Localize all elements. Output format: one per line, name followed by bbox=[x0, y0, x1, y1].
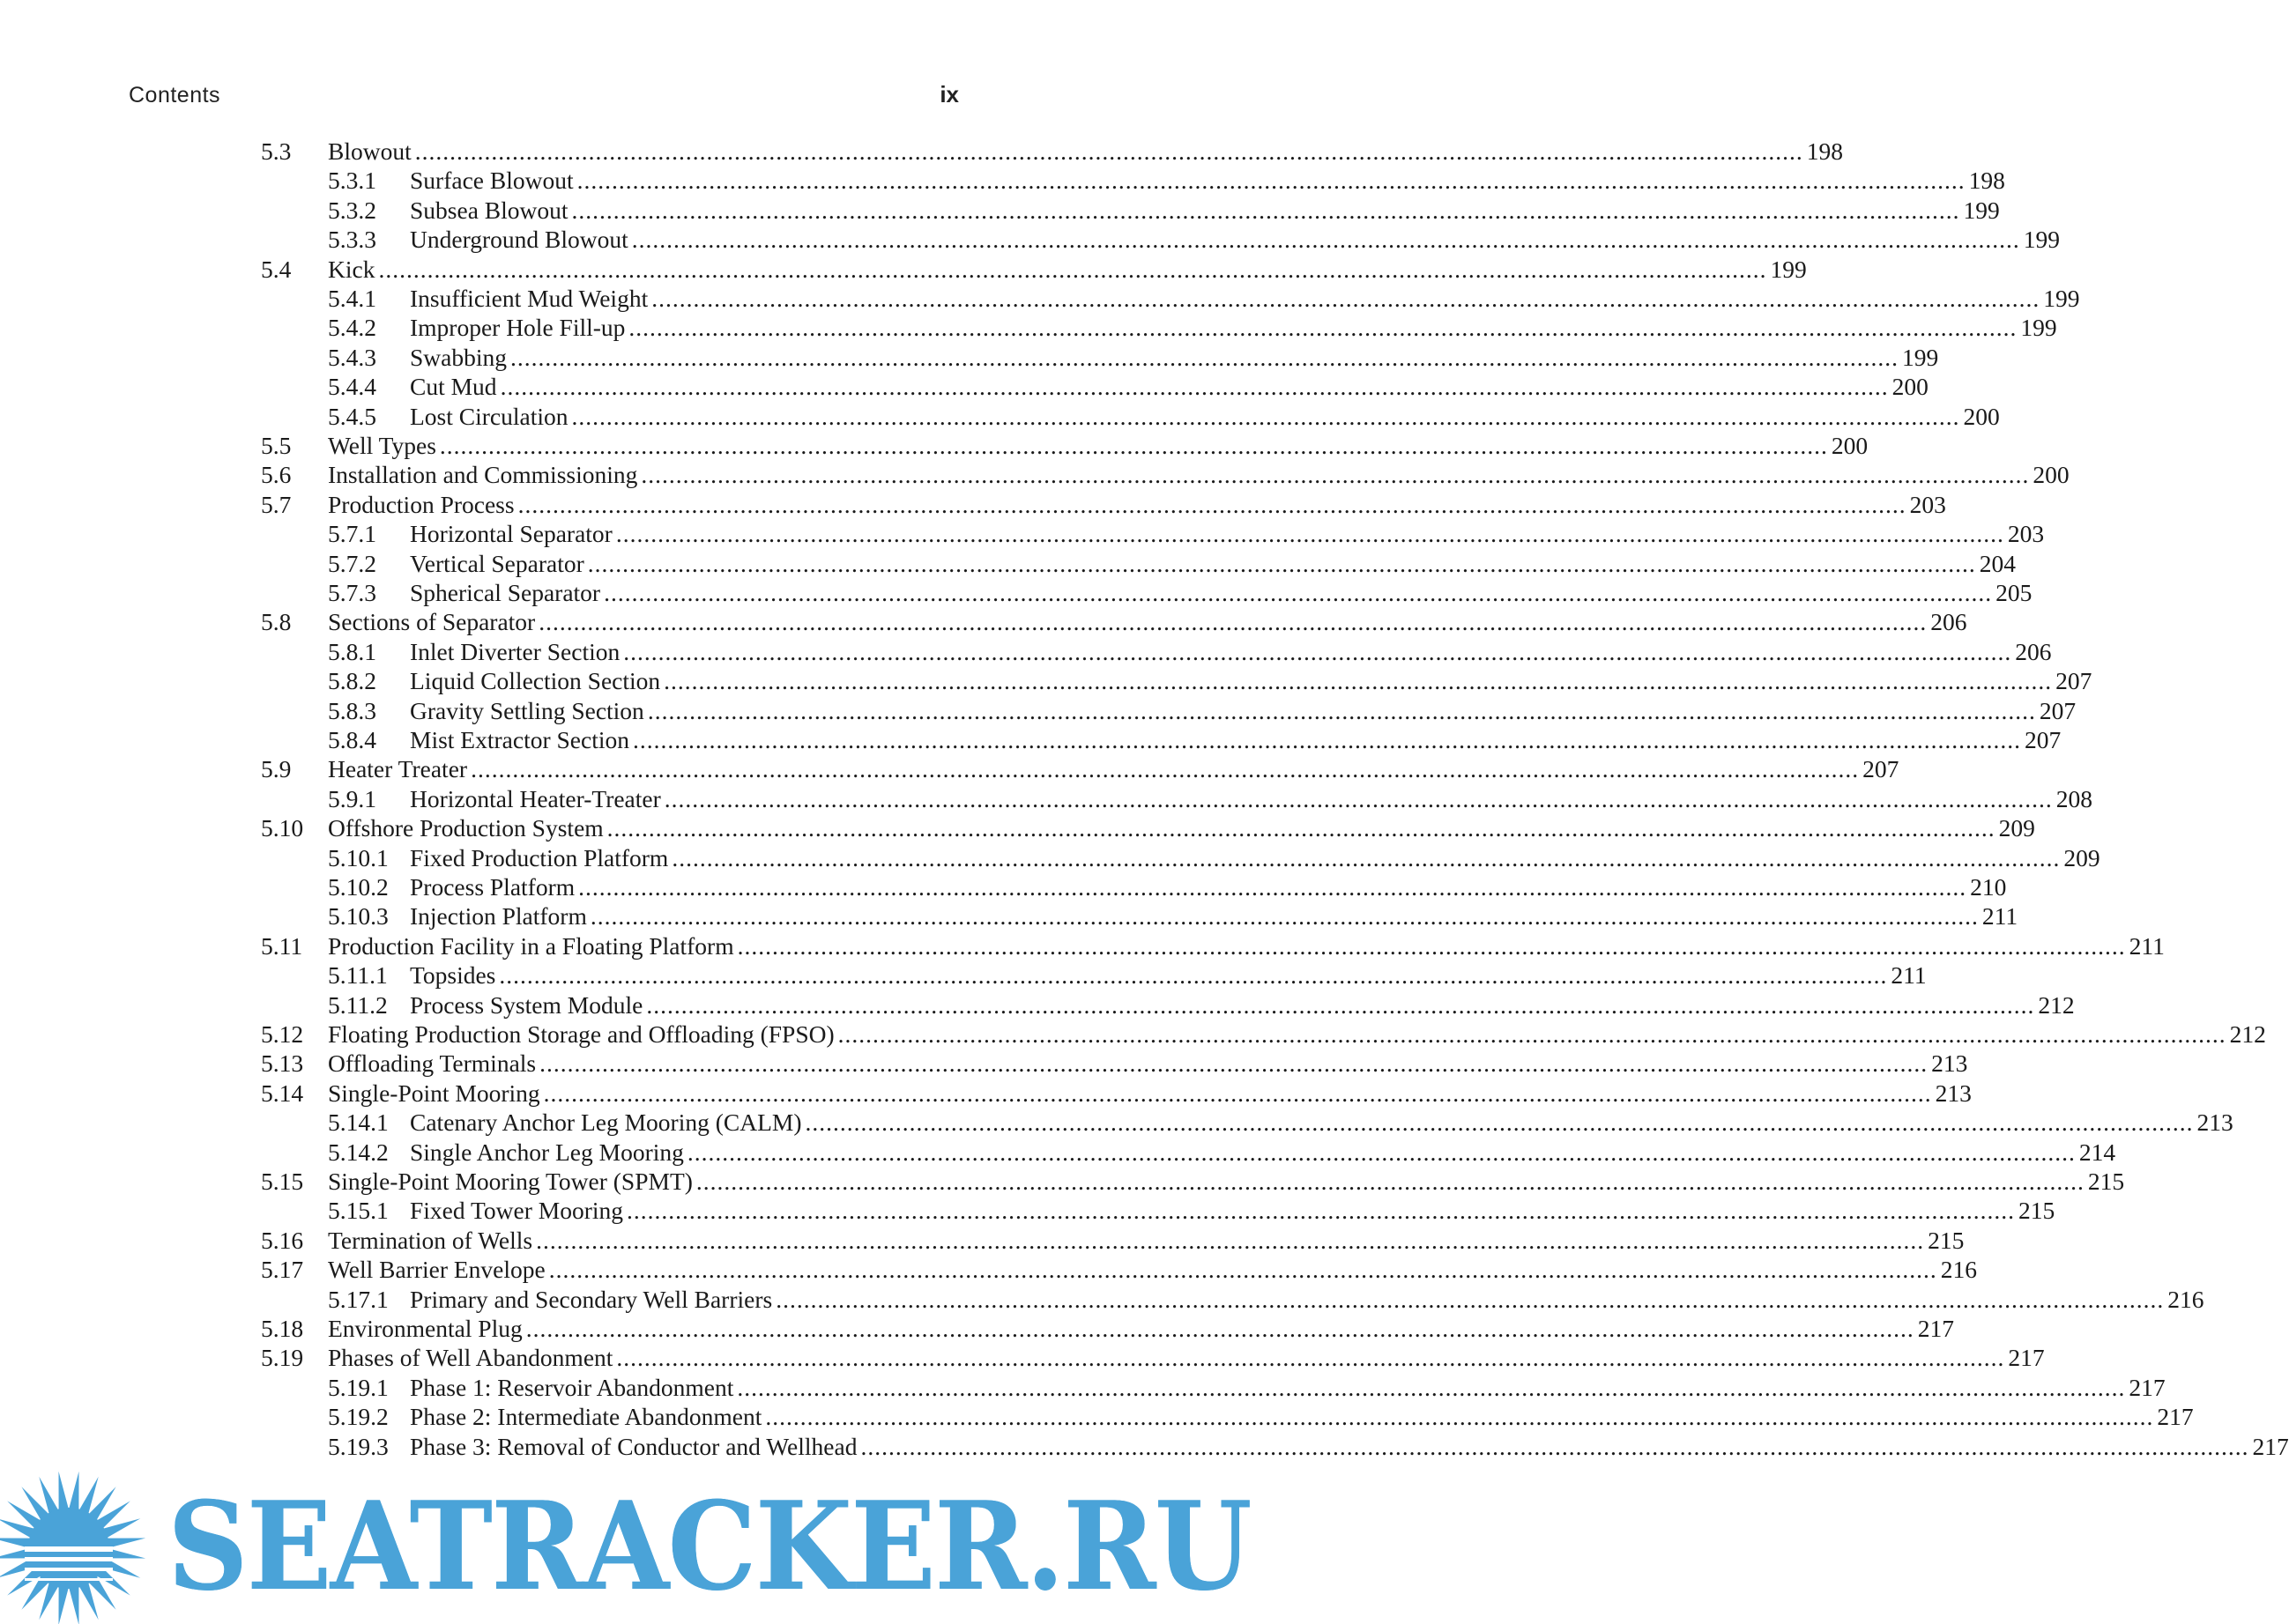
toc-entry-page: 200 bbox=[1831, 432, 1869, 459]
toc-dot-leader: ........................................................................................................................................................................................................ bbox=[606, 814, 1995, 842]
toc-entry-number: 5.4.3 bbox=[328, 343, 376, 371]
toc-dot-leader: ........................................................................................................................................................................................................ bbox=[623, 637, 2012, 665]
toc-entry-number: 5.9.1 bbox=[328, 784, 376, 812]
toc-entry-page: 199 bbox=[1963, 196, 2000, 224]
toc-entry[interactable] bbox=[261, 255, 1807, 284]
toc-entry[interactable] bbox=[328, 1108, 2233, 1137]
toc-entry-number: 5.10 bbox=[261, 814, 304, 842]
toc-entry[interactable] bbox=[328, 901, 2018, 931]
toc-entry-title: Process System Module bbox=[410, 990, 643, 1019]
toc-entry-number: 5.10.2 bbox=[328, 873, 389, 901]
toc-dot-leader: ........................................................................................................................................................................................................ bbox=[439, 432, 1828, 459]
watermark-text: SEATRACKER.RU bbox=[167, 1474, 1251, 1618]
toc-entry-page: 199 bbox=[2043, 285, 2080, 312]
toc-entry-page: 198 bbox=[1968, 167, 2005, 195]
toc-entry-title: Phases of Well Abandonment bbox=[328, 1344, 613, 1372]
toc-dot-leader: ........................................................................................................................................................................................................ bbox=[604, 579, 1993, 606]
toc-entry[interactable] bbox=[328, 1196, 2055, 1225]
toc-entry-title: Offloading Terminals bbox=[328, 1049, 537, 1078]
toc-entry-page: 217 bbox=[2129, 1373, 2166, 1401]
toc-entry-page: 215 bbox=[1928, 1226, 1965, 1254]
toc-entry[interactable] bbox=[261, 754, 1899, 783]
toc-entry-title: Injection Platform bbox=[410, 902, 587, 931]
toc-entry-title: Termination of Wells bbox=[328, 1226, 533, 1254]
toc-entry[interactable] bbox=[328, 990, 2075, 1020]
toc-entry-title: Improper Hole Fill-up bbox=[410, 314, 626, 342]
toc-entry-title: Well Barrier Envelope bbox=[328, 1256, 546, 1284]
sun-horizon-stripe bbox=[25, 1557, 113, 1561]
toc-dot-leader: ........................................................................................................................................................................................................ bbox=[632, 726, 2021, 753]
toc-entry-title: Sections of Separator bbox=[328, 608, 536, 636]
toc-entry[interactable] bbox=[261, 490, 1946, 519]
toc-entry-page: 217 bbox=[1917, 1315, 1954, 1342]
toc-dot-leader: ........................................................................................................................................................................................................ bbox=[536, 1226, 1925, 1254]
toc-entry-number: 5.19 bbox=[261, 1344, 304, 1372]
toc-entry-title: Liquid Collection Section bbox=[410, 667, 661, 695]
toc-entry-page: 207 bbox=[2024, 726, 2062, 753]
toc-entry[interactable] bbox=[261, 931, 2165, 960]
toc-entry-number: 5.15 bbox=[261, 1168, 304, 1195]
toc-entry-title: Inlet Diverter Section bbox=[410, 637, 621, 665]
toc-entry-number: 5.5 bbox=[261, 432, 292, 459]
toc-entry-title: Floating Production Storage and Offloading (FPSO) bbox=[328, 1020, 835, 1048]
toc-entry-number: 5.4.2 bbox=[328, 314, 376, 342]
toc-entry-title: Installation and Commissioning bbox=[328, 461, 638, 489]
toc-entry[interactable] bbox=[328, 1402, 2194, 1431]
toc-dot-leader: ........................................................................................................................................................................................................ bbox=[571, 196, 1960, 224]
toc-entry-number: 5.14.2 bbox=[328, 1138, 389, 1166]
toc-entry-page: 207 bbox=[2055, 667, 2092, 695]
toc-entry[interactable] bbox=[328, 519, 2045, 548]
toc-dot-leader: ........................................................................................................................................................................................................ bbox=[517, 490, 1906, 518]
toc-entry[interactable] bbox=[261, 1343, 2045, 1372]
toc-dot-leader: ........................................................................................................................................................................................................ bbox=[651, 285, 2040, 312]
toc-entry[interactable] bbox=[261, 1020, 2266, 1049]
toc-entry-number: 5.8.3 bbox=[328, 696, 376, 724]
toc-dot-leader: ........................................................................................................................................................................................................ bbox=[576, 167, 1966, 195]
toc-dot-leader: ........................................................................................................................................................................................................ bbox=[578, 873, 1967, 901]
toc-dot-leader: ........................................................................................................................................................................................................ bbox=[471, 755, 1860, 783]
sun-horizon-line bbox=[25, 1546, 113, 1552]
toc-entry-page: 216 bbox=[2167, 1285, 2204, 1313]
toc-entry-number: 5.8.2 bbox=[328, 667, 376, 695]
toc-entry-title: Cut Mud bbox=[410, 373, 497, 401]
toc-entry-page: 206 bbox=[2015, 637, 2052, 665]
toc-entry-page: 209 bbox=[2063, 843, 2100, 871]
toc-entry-number: 5.9 bbox=[261, 755, 292, 783]
toc-entry-page: 208 bbox=[2055, 784, 2093, 812]
toc-entry[interactable] bbox=[261, 431, 1869, 460]
toc-entry-page: 216 bbox=[1940, 1256, 1977, 1284]
toc-entry-title: Phase 1: Reservoir Abandonment bbox=[410, 1373, 734, 1401]
toc-entry-page: 211 bbox=[1891, 961, 1927, 990]
toc-entry-title: Insufficient Mud Weight bbox=[410, 285, 649, 312]
toc-dot-leader: ........................................................................................................................................................................................................ bbox=[539, 608, 1928, 636]
toc-dot-leader: ........................................................................................................................................................................................................ bbox=[805, 1109, 2194, 1137]
toc-entry-title: Fixed Production Platform bbox=[410, 843, 669, 871]
toc-entry-page: 211 bbox=[1981, 902, 2018, 931]
toc-dot-leader: ........................................................................................................................................................................................................ bbox=[587, 549, 1976, 577]
toc-entry[interactable] bbox=[261, 1167, 2125, 1196]
toc-dot-leader: ........................................................................................................................................................................................................ bbox=[525, 1315, 1914, 1342]
toc-entry-title: Subsea Blowout bbox=[410, 196, 569, 224]
toc-entry-number: 5.13 bbox=[261, 1049, 304, 1078]
toc-dot-leader: ........................................................................................................................................................................................................ bbox=[615, 520, 2004, 548]
toc-entry[interactable] bbox=[328, 725, 2062, 754]
toc-dot-leader: ........................................................................................................................................................................................................ bbox=[647, 696, 2036, 724]
toc-entry-title: Heater Treater bbox=[328, 755, 468, 783]
toc-entry-number: 5.15.1 bbox=[328, 1197, 389, 1225]
toc-entry-page: 217 bbox=[2157, 1403, 2194, 1431]
toc-dot-leader: ........................................................................................................................................................................................................ bbox=[860, 1432, 2249, 1460]
toc-entry-number: 5.10.3 bbox=[328, 902, 389, 931]
toc-dot-leader: ........................................................................................................................................................................................................ bbox=[414, 137, 1803, 165]
toc-entry-title: Process Platform bbox=[410, 873, 576, 901]
toc-dot-leader: ........................................................................................................................................................................................................ bbox=[765, 1403, 2154, 1431]
toc-entry-page: 207 bbox=[2039, 696, 2077, 724]
toc-entry-page: 217 bbox=[2008, 1344, 2045, 1372]
toc-entry-title: Kick bbox=[328, 255, 375, 283]
toc-entry-title: Fixed Tower Mooring bbox=[410, 1197, 623, 1225]
toc-entry[interactable] bbox=[328, 784, 2093, 813]
toc-entry-title: Blowout bbox=[328, 137, 412, 165]
toc-entry-number: 5.19.2 bbox=[328, 1403, 389, 1431]
toc-entry[interactable] bbox=[328, 372, 1929, 401]
toc-entry-number: 5.18 bbox=[261, 1315, 304, 1342]
toc-dot-leader: ........................................................................................................................................................................................................ bbox=[510, 343, 1899, 371]
toc-entry-number: 5.7.2 bbox=[328, 549, 376, 577]
toc-entry-title: Horizontal Heater-Treater bbox=[410, 784, 661, 812]
toc-entry[interactable] bbox=[261, 1226, 1965, 1255]
toc-dot-leader: ........................................................................................................................................................................................................ bbox=[628, 314, 2018, 342]
toc-entry[interactable] bbox=[261, 1314, 1954, 1343]
toc-entry-title: Catenary Anchor Leg Mooring (CALM) bbox=[410, 1109, 802, 1137]
toc-entry[interactable] bbox=[328, 1138, 2116, 1167]
toc-entry-number: 5.7.3 bbox=[328, 579, 376, 606]
toc-entry-title: Phase 3: Removal of Conductor and Wellhead bbox=[410, 1432, 858, 1460]
toc-dot-leader: ........................................................................................................................................................................................................ bbox=[500, 373, 1889, 401]
toc-entry-title: Surface Blowout bbox=[410, 167, 574, 195]
toc-entry-number: 5.4.5 bbox=[328, 402, 376, 430]
toc-entry-number: 5.16 bbox=[261, 1226, 304, 1254]
toc-entry-number: 5.8.1 bbox=[328, 637, 376, 665]
toc-entry[interactable] bbox=[328, 1432, 2289, 1461]
toc-entry[interactable] bbox=[328, 196, 2000, 225]
toc-dot-leader: ........................................................................................................................................................................................................ bbox=[664, 667, 2053, 695]
toc-entry-page: 199 bbox=[1770, 255, 1807, 283]
toc-dot-leader: ........................................................................................................................................................................................................ bbox=[548, 1256, 1937, 1284]
toc-entry-page: 200 bbox=[1891, 373, 1929, 401]
toc-entry-number: 5.12 bbox=[261, 1020, 304, 1048]
toc-entry-title: Offshore Production System bbox=[328, 814, 604, 842]
toc-entry-number: 5.4 bbox=[261, 255, 292, 283]
toc-entry-number: 5.3.2 bbox=[328, 196, 376, 224]
toc-entry-page: 199 bbox=[1902, 343, 1939, 371]
toc-entry[interactable] bbox=[261, 1049, 1968, 1078]
toc-entry[interactable] bbox=[261, 1079, 1972, 1108]
toc-entry-page: 217 bbox=[2252, 1432, 2289, 1460]
toc-entry-page: 211 bbox=[2129, 931, 2165, 960]
toc-entry-page: 206 bbox=[1930, 608, 1967, 636]
toc-entry[interactable] bbox=[328, 343, 1939, 372]
toc-entry-title: Gravity Settling Section bbox=[410, 696, 644, 724]
toc-dot-leader: ........................................................................................................................................................................................................ bbox=[543, 1079, 1932, 1107]
toc-entry-title: Swabbing bbox=[410, 343, 507, 371]
toc-entry-number: 5.8.4 bbox=[328, 726, 376, 753]
toc-entry[interactable] bbox=[328, 549, 2017, 578]
toc-dot-leader: ........................................................................................................................................................................................................ bbox=[737, 1373, 2126, 1401]
toc-dot-leader: ........................................................................................................................................................................................................ bbox=[590, 902, 1979, 931]
toc-entry[interactable] bbox=[328, 284, 2080, 313]
toc-entry-page: 199 bbox=[2023, 226, 2060, 254]
toc-entry-page: 198 bbox=[1806, 137, 1843, 165]
toc-entry[interactable] bbox=[328, 637, 2052, 666]
toc-entry[interactable] bbox=[328, 696, 2077, 725]
toc-entry[interactable] bbox=[261, 1255, 1977, 1284]
toc-dot-leader: ........................................................................................................................................................................................................ bbox=[571, 402, 1960, 430]
toc-dot-leader: ........................................................................................................................................................................................................ bbox=[539, 1049, 1929, 1078]
toc-entry[interactable] bbox=[328, 578, 2033, 607]
toc-entry-title: Primary and Secondary Well Barriers bbox=[410, 1285, 773, 1313]
sun-horizon-stripe bbox=[25, 1578, 113, 1581]
sun-horizon-stripe bbox=[25, 1568, 113, 1571]
toc-entry-number: 5.17.1 bbox=[328, 1285, 389, 1313]
header-section-title: Contents bbox=[129, 83, 221, 108]
toc-entry-number: 5.3.1 bbox=[328, 167, 376, 195]
toc-entry-number: 5.17 bbox=[261, 1256, 304, 1284]
toc-entry-title: Environmental Plug bbox=[328, 1315, 523, 1342]
toc-entry-number: 5.6 bbox=[261, 461, 292, 489]
toc-entry-number: 5.19.1 bbox=[328, 1373, 389, 1401]
toc-entry-page: 213 bbox=[1931, 1049, 1968, 1078]
toc-entry-number: 5.11 bbox=[261, 931, 303, 960]
toc-entry-title: Well Types bbox=[328, 432, 436, 459]
toc-entry-page: 200 bbox=[1963, 402, 2000, 430]
toc-entry-number: 5.3.3 bbox=[328, 226, 376, 254]
toc-entry-number: 5.19.3 bbox=[328, 1432, 389, 1460]
toc-entry-title: Single-Point Mooring bbox=[328, 1079, 540, 1107]
toc-entry-title: Single-Point Mooring Tower (SPMT) bbox=[328, 1168, 693, 1195]
toc-entry[interactable] bbox=[261, 137, 1843, 166]
toc-entry[interactable] bbox=[328, 1285, 2204, 1314]
toc-entry-page: 212 bbox=[2038, 990, 2075, 1019]
toc-entry[interactable] bbox=[261, 813, 2035, 842]
toc-entry-title: Single Anchor Leg Mooring bbox=[410, 1138, 684, 1166]
toc-entry-number: 5.3 bbox=[261, 137, 292, 165]
toc-entry[interactable] bbox=[328, 313, 2057, 342]
toc-entry-number: 5.14 bbox=[261, 1079, 304, 1107]
toc-dot-leader: ........................................................................................................................................................................................................ bbox=[627, 1197, 2015, 1225]
toc-entry-page: 207 bbox=[1862, 755, 1899, 783]
toc-dot-leader: ........................................................................................................................................................................................................ bbox=[695, 1168, 2085, 1195]
toc-dot-leader: ........................................................................................................................................................................................................ bbox=[641, 461, 2030, 489]
toc-entry-page: 215 bbox=[2087, 1168, 2125, 1195]
toc-entry-page: 205 bbox=[1995, 579, 2033, 606]
toc-entry-number: 5.4.1 bbox=[328, 285, 376, 312]
header-page-number: ix bbox=[940, 81, 959, 108]
toc-dot-leader: ........................................................................................................................................................................................................ bbox=[664, 784, 2053, 812]
toc-entry-title: Vertical Separator bbox=[410, 549, 584, 577]
toc-entry-page: 210 bbox=[1970, 873, 2007, 901]
toc-entry[interactable] bbox=[261, 460, 2070, 489]
toc-entry[interactable] bbox=[328, 666, 2092, 695]
toc-entry-title: Underground Blowout bbox=[410, 226, 628, 254]
toc-entry-page: 213 bbox=[2196, 1109, 2233, 1137]
toc-dot-leader: ........................................................................................................................................................................................................ bbox=[672, 843, 2061, 871]
toc-entry-page: 199 bbox=[2020, 314, 2057, 342]
toc-entry-number: 5.11.1 bbox=[328, 961, 388, 990]
toc-entry[interactable] bbox=[261, 607, 1967, 636]
toc-dot-leader: ........................................................................................................................................................................................................ bbox=[776, 1285, 2165, 1313]
toc-dot-leader: ........................................................................................................................................................................................................ bbox=[646, 990, 2035, 1019]
toc-entry-title: Lost Circulation bbox=[410, 402, 569, 430]
toc-entry-number: 5.7.1 bbox=[328, 520, 376, 548]
toc-dot-leader: ........................................................................................................................................................................................................ bbox=[631, 226, 2020, 254]
toc-entry-title: Production Facility in a Floating Platform bbox=[328, 931, 734, 960]
toc-entry-number: 5.4.4 bbox=[328, 373, 376, 401]
toc-entry-page: 200 bbox=[2033, 461, 2070, 489]
toc-dot-leader: ........................................................................................................................................................................................................ bbox=[378, 255, 1767, 283]
toc-entry-title: Spherical Separator bbox=[410, 579, 601, 606]
toc-entry-page: 203 bbox=[1909, 490, 1946, 518]
toc-entry-page: 214 bbox=[2078, 1138, 2116, 1166]
toc-entry[interactable] bbox=[328, 1373, 2166, 1402]
toc-entry-title: Mist Extractor Section bbox=[410, 726, 629, 753]
toc-entry-title: Phase 2: Intermediate Abandonment bbox=[410, 1403, 762, 1431]
toc-entry-number: 5.10.1 bbox=[328, 843, 389, 871]
toc-entry-number: 5.8 bbox=[261, 608, 292, 636]
toc-dot-leader: ........................................................................................................................................................................................................ bbox=[687, 1138, 2076, 1166]
toc-entry-page: 215 bbox=[2018, 1197, 2055, 1225]
toc-entry-title: Topsides bbox=[410, 961, 496, 990]
sunburst-logo bbox=[0, 1472, 145, 1624]
toc-dot-leader: ........................................................................................................................................................................................................ bbox=[499, 961, 1888, 990]
toc-entry-title: Horizontal Separator bbox=[410, 520, 613, 548]
toc-entry-page: 212 bbox=[2229, 1020, 2266, 1048]
toc-dot-leader: ........................................................................................................................................................................................................ bbox=[837, 1020, 2226, 1048]
toc-entry-number: 5.11.2 bbox=[328, 990, 388, 1019]
toc-entry-title: Production Process bbox=[328, 490, 515, 518]
toc-dot-leader: ........................................................................................................................................................................................................ bbox=[737, 931, 2126, 960]
toc-entry[interactable] bbox=[328, 166, 2005, 195]
toc-entry[interactable] bbox=[328, 402, 2000, 431]
toc-entry[interactable] bbox=[328, 225, 2060, 254]
toc-entry-number: 5.14.1 bbox=[328, 1109, 389, 1137]
toc-entry[interactable] bbox=[328, 872, 2007, 901]
toc-entry-page: 209 bbox=[1998, 814, 2035, 842]
toc-dot-leader: ........................................................................................................................................................................................................ bbox=[616, 1344, 2005, 1372]
toc-entry-number: 5.7 bbox=[261, 490, 292, 518]
toc-entry-page: 213 bbox=[1935, 1079, 1972, 1107]
toc-entry-page: 203 bbox=[2007, 520, 2045, 548]
toc-entry-page: 204 bbox=[1979, 549, 2017, 577]
toc-entry[interactable] bbox=[328, 960, 1927, 990]
toc-entry[interactable] bbox=[328, 843, 2100, 872]
